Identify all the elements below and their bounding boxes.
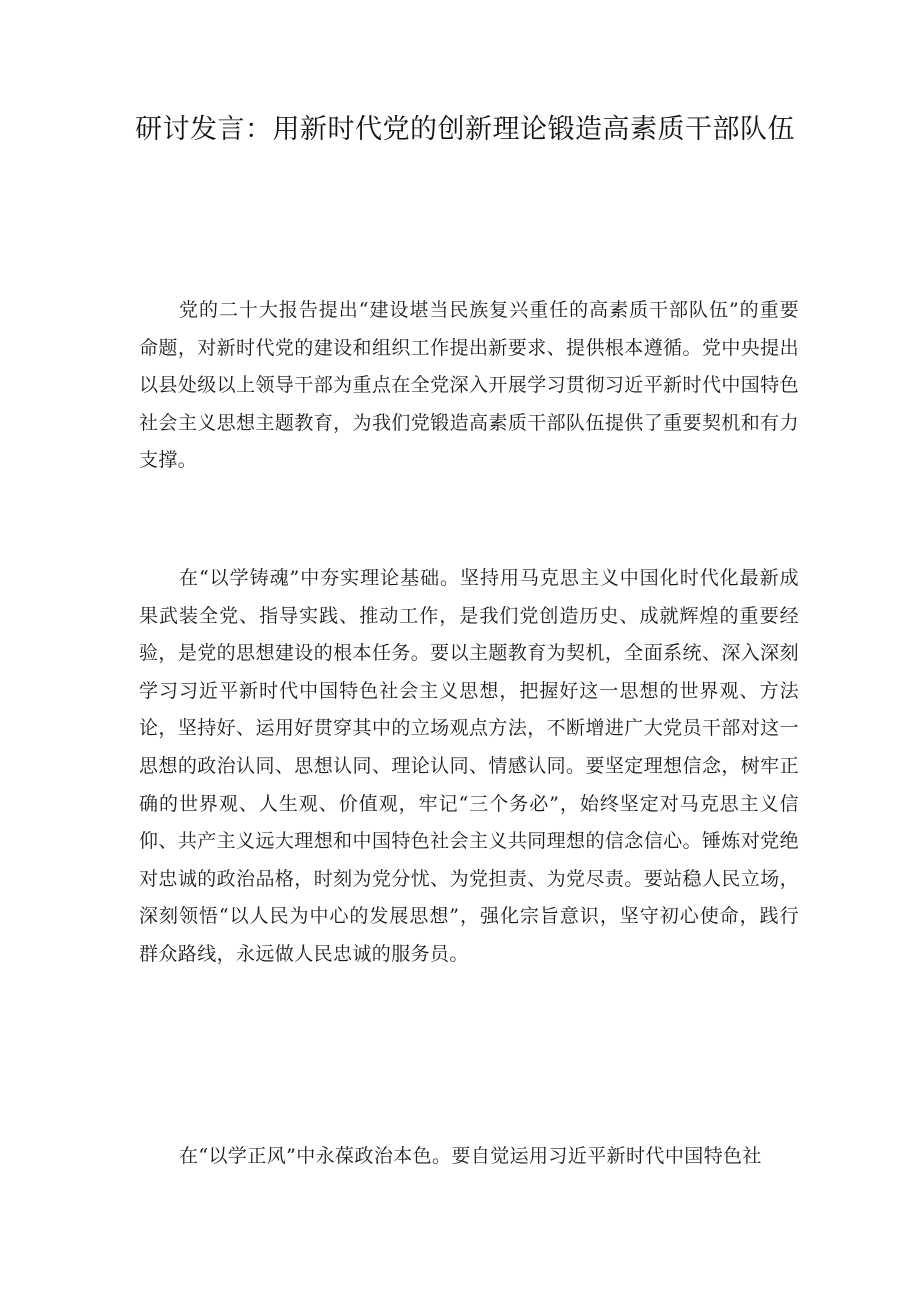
document-title: 研讨发言：用新时代党的创新理论锻造高素质干部队伍 [135,114,795,145]
body-paragraph-intro: 党的二十大报告提出“建设堪当民族复兴重任的高素质干部队伍”的重要命题，对新时代党的建设和组织工作提出新要求、提供根本遵循。党中央提出以县处级以上领导干部为重点在全党深入开展学习贯彻习近平新时代中国特色社会主义思想主题教育，为我们党锻造高素质干部队伍提供了重要契机和有力支撑。 [139,299,799,472]
body-paragraph-political-character: 在“以学正风”中永葆政治本色。要自觉运用习近平新时代中国特色社 [179,1145,762,1167]
body-paragraph-theory-foundation: 在“以学铸魂”中夯实理论基础。坚持用马克思主义中国化时代化最新成果武装全党、指导实践、推动工作，是我们党创造历史、成就辉煌的重要经验，是党的思想建设的根本任务。要以主题教育为契机，全面系统、深入深刻学习习近平新时代中国特色社会主义思想，把握好这一思想的世界观、方法论，坚持好、运用好贯穿其中的立场观点方法，不断增进广大党员干部对这一思想的政治认同、思想认同、理论认同、情感认同。要坚定理想信念，树牢正确的世界观、人生观、价值观，牢记“三个务必”，始终坚定对马克思主义信仰、共产主义远大理想和中国特色社会主义共同理想的信念信心。锤炼对党绝对忠诚的政治品格，时刻为党分忧、为党担责、为党尽责。要站稳人民立场，深刻领悟“以人民为中心的发展思想”，强化宗旨意识，坚守初心使命，践行群众路线，永远做人民忠诚的服务员。 [139,567,799,965]
